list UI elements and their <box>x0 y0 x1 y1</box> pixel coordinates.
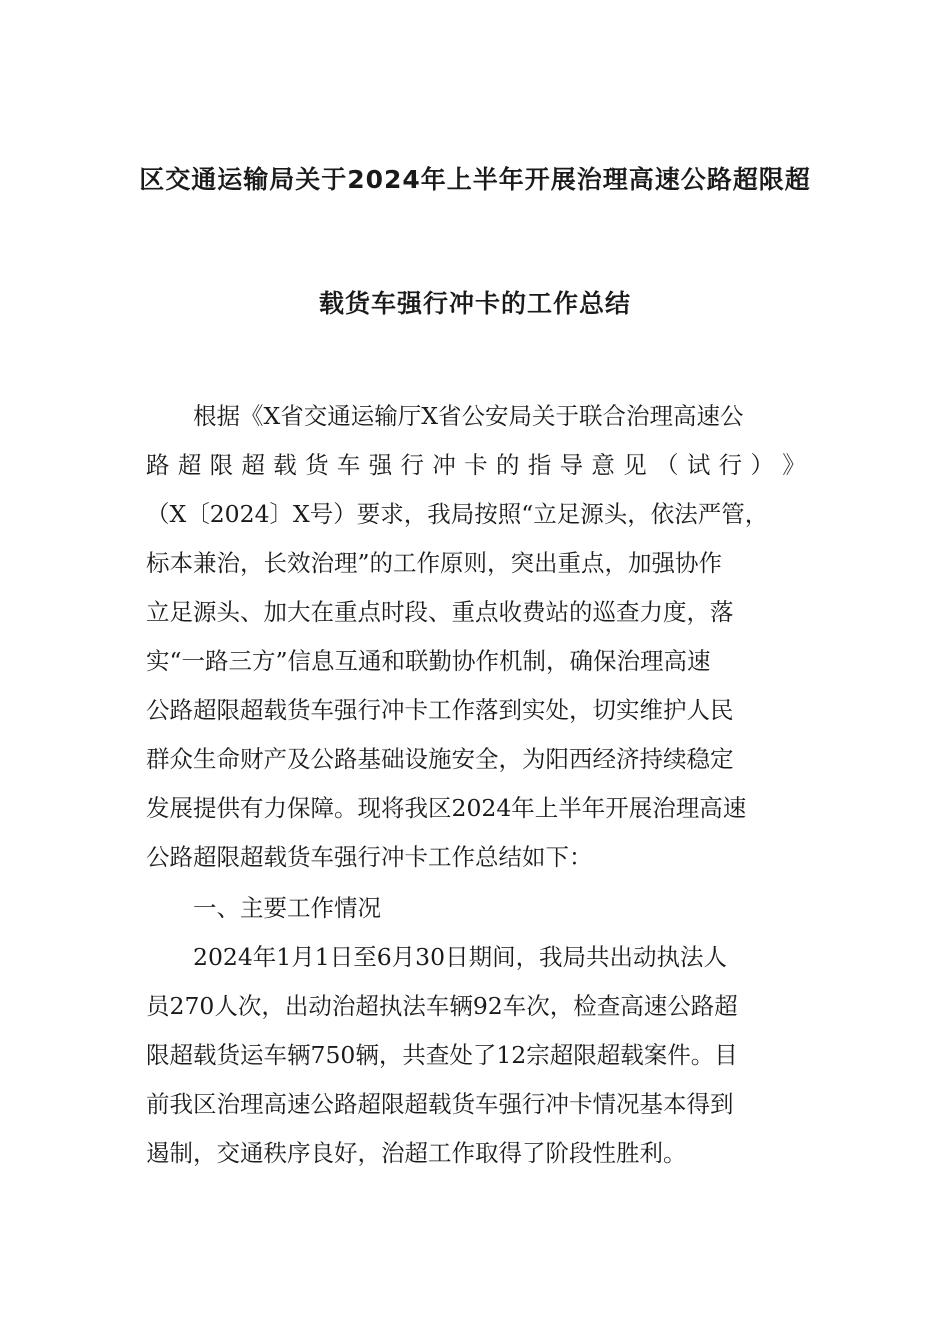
glyph: 路 <box>146 451 170 479</box>
section-heading: 一、主要工作情况 <box>193 894 381 922</box>
paragraph-line: 立足源头、加大在重点时段、重点收费站的巡查力度，落 <box>146 598 734 626</box>
glyph: 意 <box>591 451 615 479</box>
glyph: 超 <box>177 451 202 479</box>
paragraph-line: 根据《X省交通运输厅X省公安局关于联合治理高速公 <box>193 402 744 430</box>
glyph: 行 <box>400 451 424 479</box>
paragraph-line: 标本兼治，长效治理”的工作原则，突出重点，加强协作 <box>146 549 723 577</box>
glyph: 冲 <box>432 451 456 479</box>
glyph: 载 <box>273 451 297 479</box>
document-title-line-2: 载货车强行冲卡的工作总结 <box>318 289 631 318</box>
paragraph-line: 限超载货运车辆750辆，共查处了12宗超限超载案件。目 <box>146 1041 738 1069</box>
document-title-line-1: 区交通运输局关于2024年上半年开展治理高速公路超限超 <box>139 165 811 194</box>
glyph: 试 <box>686 451 711 479</box>
glyph: 的 <box>495 451 520 479</box>
paragraph-line: 群众生命财产及公路基础设施安全，为阳西经济持续稳定 <box>146 745 734 773</box>
paragraph-intro <box>146 392 806 882</box>
glyph: 强 <box>368 451 393 479</box>
paragraph-line: （X〔2024〕X号）要求，我局按照“立足源头，依法严管， <box>146 500 769 528</box>
paragraph-line: 2024年1月1日至6月30日期间，我局共出动执法人 <box>193 943 728 971</box>
glyph: 限 <box>209 451 234 479</box>
glyph: 车 <box>336 451 361 479</box>
paragraph-line: 公路超限超载货车强行冲卡工作总结如下： <box>146 843 593 871</box>
glyph: 货 <box>305 451 329 479</box>
glyph: 卡 <box>464 451 488 479</box>
paragraph-line: 遏制，交通秩序良好，治超工作取得了阶段性胜利。 <box>146 1139 687 1167</box>
paragraph-line: 发展提供有力保障。现将我区2024年上半年开展治理高速 <box>146 794 747 822</box>
paragraph-line: 员270人次，出动治超执法车辆92车次，检查高速公路超 <box>146 992 738 1020</box>
paragraph-line <box>146 441 806 490</box>
glyph: ） <box>750 451 774 479</box>
paragraph-line: 公路超限超载货车强行冲卡工作落到实处，切实维护人民 <box>146 696 734 724</box>
glyph: 见 <box>623 451 647 479</box>
section-heading-block <box>146 884 806 933</box>
glyph: 行 <box>718 451 743 479</box>
glyph: 超 <box>241 451 265 479</box>
glyph: （ <box>655 451 679 479</box>
glyph: 指 <box>527 451 552 479</box>
paragraph-line: 前我区治理高速公路超限超载货车强行冲卡情况基本得到 <box>146 1090 734 1118</box>
paragraph-line: 实“一路三方”信息互通和联勤协作机制，确保治理高速 <box>146 647 711 675</box>
glyph: 》 <box>782 451 806 479</box>
glyph: 导 <box>559 451 584 479</box>
paragraph-work-summary <box>146 933 806 1178</box>
